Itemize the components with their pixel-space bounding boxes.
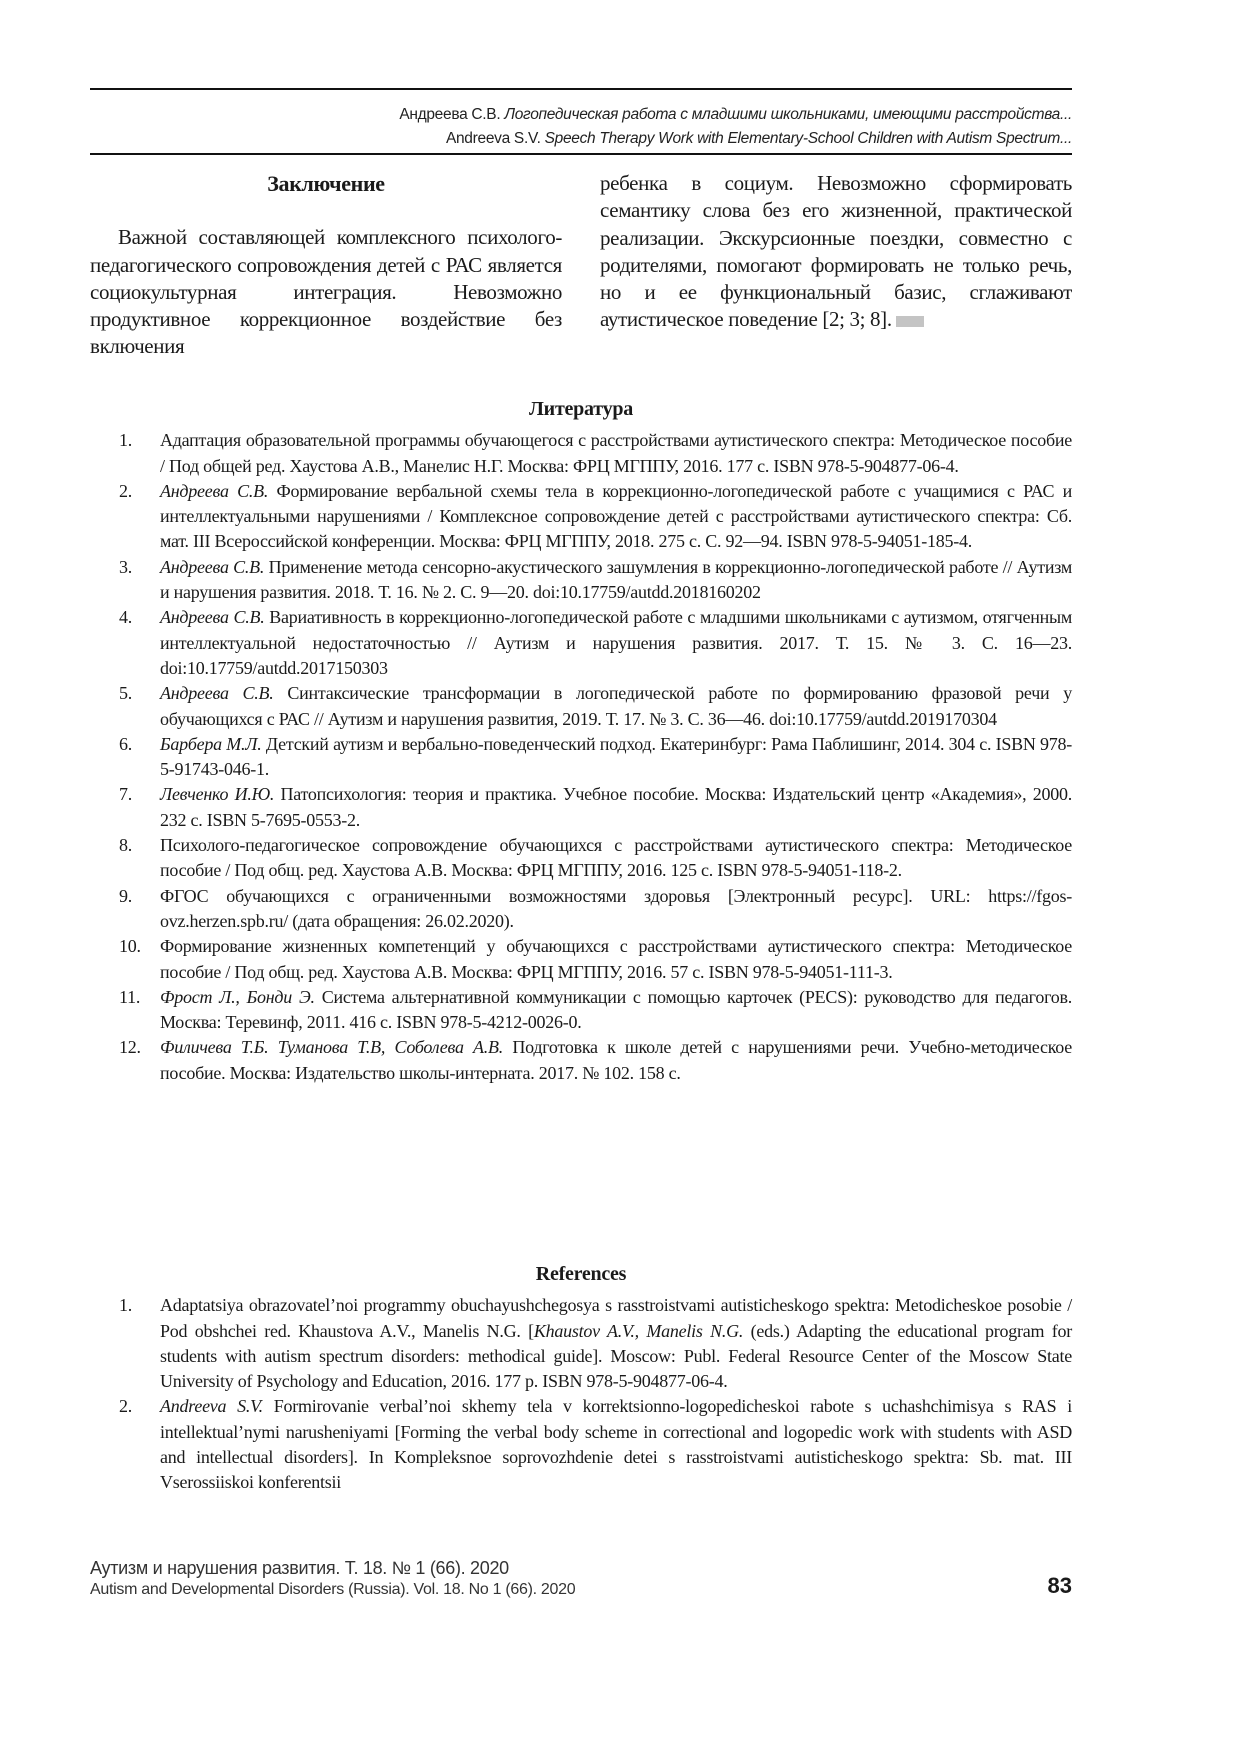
reference-number: 4. xyxy=(119,607,132,628)
reference-item xyxy=(90,1394,1072,1495)
reference-text-part: Adaptatsiya obrazovatel’noi programmy obuchayushchegosya s rasstroistvami autisticheskogo spektra: Metodicheskoe posobie / Pod obshchei red. Khaustova A.V., Manelis N.G. [ xyxy=(160,1295,1072,1341)
reference-text xyxy=(160,1394,1072,1495)
reference-body: Система альтернативной коммуникации с помощью карточек (PECS): руководство для педагогов. Москва: Теревинф, 2011. 416 с. ISBN 978-5-4212-0026-0. xyxy=(160,986,1073,1033)
reference-number: 1. xyxy=(119,430,132,451)
reference-item xyxy=(90,1035,1072,1086)
reference-author: Филичева Т.Б. Туманова Т.В, Соболева А.В. xyxy=(160,1037,504,1058)
reference-number: 9. xyxy=(119,885,132,906)
reference-number: 8. xyxy=(119,835,132,856)
journal-title-ru: Аутизм и нарушения развития. Т. 18. № 1 (66). 2020 xyxy=(90,1558,509,1578)
reference-item xyxy=(90,732,1072,783)
reference-text xyxy=(160,428,1072,479)
literature-heading: Литература xyxy=(529,398,633,420)
reference-author: Андреева С.В. xyxy=(160,556,265,577)
reference-item xyxy=(90,1293,1072,1394)
reference-text xyxy=(160,1035,1072,1086)
references-heading: References xyxy=(535,1263,627,1285)
reference-author: Андреева С.В. xyxy=(160,607,265,628)
reference-text xyxy=(160,479,1072,555)
reference-item xyxy=(90,782,1072,833)
top-rule xyxy=(90,88,1072,90)
reference-item xyxy=(90,681,1072,732)
reference-number: 3. xyxy=(119,556,132,577)
literature-section xyxy=(90,397,1072,1086)
reference-text xyxy=(160,605,1072,681)
header-author-en: Andreeva S.V. xyxy=(445,130,541,147)
reference-text xyxy=(160,555,1072,606)
reference-item xyxy=(90,934,1072,985)
reference-body: Формирование вербальной схемы тела в коррекционно-логопедической работе с учащимися с РАС и интеллектуальными нарушениями / Комплексное сопровождение детей с расстройствами аутистического спектра: Сб. мат. III Всероссийской конференции. Москва: ФРЦ МГППУ, 2018. 275 с. С. 92—94. ISBN 978-5-94051-185-4. xyxy=(160,480,1073,552)
reference-body: Формирование жизненных компетенций у обучающихся с расстройствами аутистического спектра: Методическое пособие / Под общ. ред. Хаустова А.В. Москва: ФРЦ МГППУ, 2016. 57 с. ISBN 978-5-94051-111-3. xyxy=(160,936,1072,982)
conclusion-heading: Заключение xyxy=(267,171,385,196)
reference-author: Фрост Л., Бонди Э. xyxy=(160,986,315,1007)
reference-author: Андреева С.В. xyxy=(160,683,274,704)
reference-text xyxy=(160,732,1072,783)
reference-item xyxy=(90,428,1072,479)
page-number: 83 xyxy=(1047,1573,1072,1598)
reference-body: (eds.) Adapting the educational program for students with autism spectrum disorders: methodical guide]. Moscow: Publ. Federal Resource Center of the Moscow State University of Psychology and Education, 2016. 177 p. ISBN 978-5-904877-06-4. xyxy=(160,1320,1072,1392)
reference-text xyxy=(160,934,1072,985)
reference-number: 5. xyxy=(119,683,132,704)
reference-italic: Khaustov A.V., Manelis N.G. xyxy=(533,1320,744,1341)
reference-body: Адаптация образовательной программы обучающегося с расстройствами аутистического спектра: Методическое пособие / Под общей ред. Хаустова А.В., Манелис Н.Г. Москва: ФРЦ МГППУ, 2016. 177 с. ISBN 978-5-904877-06-4. xyxy=(160,430,1072,476)
reference-item xyxy=(90,985,1072,1036)
header-bottom-rule xyxy=(90,153,1072,155)
conclusion-paragraph-continued: ребенка в социум. Невозможно сформировать семантику слова без его жизненной, практической реализации. Экскурсионные поездки, совместно с родителями, помогают формировать не только речь, но и ее функциональный базис, сглаживают аутистическое поведение [2; 3; 8]. xyxy=(600,171,1072,332)
reference-item xyxy=(90,884,1072,935)
reference-body: Вариативность в коррекционно-логопедической работе с младшими школьниками с аутизмом, отягченным интеллектуальной недостаточностью // Аутизм и нарушения развития. 2017. Т. 15. № 3. С. 16—23. doi:10.17759/autdd.2017150303 xyxy=(160,607,1073,678)
conclusion-left-column xyxy=(90,170,562,361)
reference-number: 1. xyxy=(119,1295,132,1316)
conclusion-paragraph: Важной составляющей комплексного психолого-педагогического сопровождения детей с РАС является социокультурная интеграция. Невозможно продуктивное коррекционное воздействие без включения xyxy=(90,225,562,359)
reference-number: 10. xyxy=(119,936,141,957)
reference-author: Левченко И.Ю. xyxy=(160,784,275,805)
reference-body: Патопсихология: теория и практика. Учебное пособие. Москва: Издательский центр «Академия», 2000. 232 с. ISBN 5-7695-0553-2. xyxy=(160,784,1072,830)
reference-number: 6. xyxy=(119,733,132,754)
reference-author: Andreeva S.V. xyxy=(160,1396,263,1417)
reference-body: Синтаксические трансформации в логопедической работе по формированию фразовой речи у обучающихся с РАС // Аутизм и нарушения развития, 2019. Т. 17. № 3. С. 36—46. doi:10.17759/autdd.2019170304 xyxy=(160,683,1072,729)
reference-body: Детский аутизм и вербально-поведенческий подход. Екатеринбург: Рама Паблишинг, 2014. 304 с. ISBN 978-5-91743-046-1. xyxy=(160,733,1073,780)
references-section xyxy=(90,1262,1072,1496)
reference-number: 11. xyxy=(119,986,141,1007)
header-title-ru: Логопедическая работа с младшими школьниками, имеющими расстройства... xyxy=(504,106,1072,123)
reference-number: 7. xyxy=(119,784,132,805)
reference-number: 2. xyxy=(119,480,132,501)
reference-text xyxy=(160,782,1072,833)
reference-number: 12. xyxy=(119,1037,141,1058)
reference-body: Применение метода сенсорно-акустического зашумления в коррекционно-логопедической работе // Аутизм и нарушения развития. 2018. Т. 16. № 2. С. 9—20. doi:10.17759/autdd.2018160202 xyxy=(160,556,1073,603)
reference-body: Подготовка к школе детей с нарушениями речи. Учебно-методическое пособие. Москва: Издательство школы-интерната. 2017. № 102. 158 с. xyxy=(160,1037,1072,1083)
reference-text xyxy=(160,681,1072,732)
end-of-article-mark xyxy=(896,316,924,327)
reference-body: Formirovanie verbal’noi skhemy tela v korrektsionno-logopedicheskoi rabote s uchashchimisya s RAS i intellektual’nymi narusheniyami [Forming the verbal body scheme in correctional and logopedic work with students with ASD and intellectual disorders]. In Kompleksnoe soprovozhdenie detei s rasstroistvami autisticheskogo spektra: Sb. mat. III Vserossiiskoi konferentsii xyxy=(160,1396,1072,1493)
reference-body: ФГОС обучающихся с ограниченными возможностями здоровья [Электронный ресурс]. URL: https://fgos-ovz.herzen.spb.ru/ (дата обращения: 26.02.2020). xyxy=(160,885,1072,931)
reference-item xyxy=(90,605,1072,681)
reference-author: Андреева С.В. xyxy=(160,480,269,501)
reference-body: Психолого-педагогическое сопровождение обучающихся с расстройствами аутистического спектра: Методическое пособие / Под общ. ред. Хаустова А.В. Москва: ФРЦ МГППУ, 2016. 125 с. ISBN 978-5-94051-118-2. xyxy=(160,835,1072,881)
running-header xyxy=(90,103,1072,151)
conclusion-right-column xyxy=(600,170,1072,334)
reference-item xyxy=(90,555,1072,606)
reference-text xyxy=(160,985,1072,1036)
reference-item xyxy=(90,833,1072,884)
reference-text xyxy=(160,884,1072,935)
reference-number: 2. xyxy=(119,1396,132,1417)
reference-text xyxy=(160,833,1072,884)
header-author-ru: Андреева С.В. xyxy=(399,106,501,123)
footer xyxy=(90,1557,575,1601)
header-title-en: Speech Therapy Work with Elementary-School Children with Autism Spectrum... xyxy=(544,130,1072,147)
journal-title-en: Autism and Developmental Disorders (Russia). Vol. 18. No 1 (66). 2020 xyxy=(90,1581,576,1598)
reference-author: Барбера М.Л. xyxy=(160,733,262,754)
reference-item xyxy=(90,479,1072,555)
reference-text xyxy=(160,1293,1072,1394)
